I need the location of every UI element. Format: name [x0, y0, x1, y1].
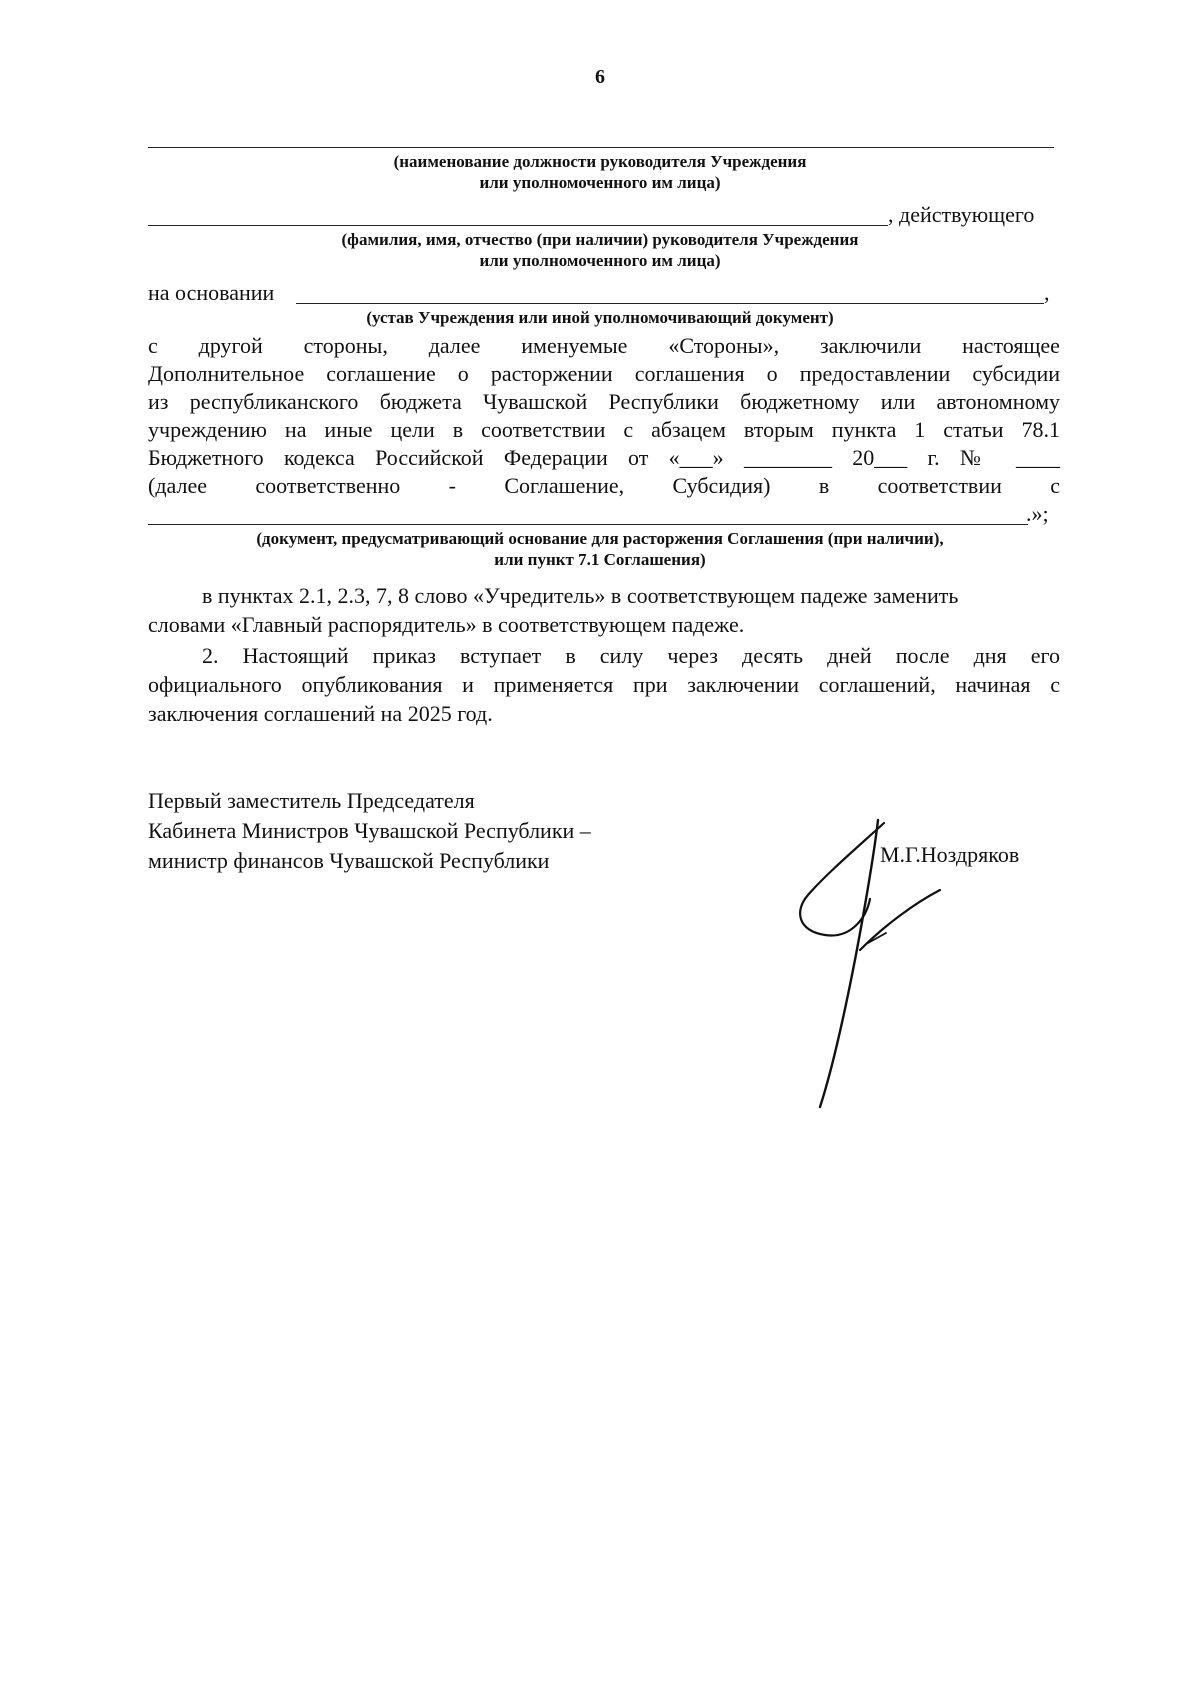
caption-name [150, 229, 1050, 271]
word: другой [198, 333, 263, 358]
caption-position [150, 151, 1050, 193]
blank-line-name [148, 225, 888, 226]
amend-line-1: в пунктах 2.1, 2.3, 7, 8 слово «Учредитель» в соответствующем падеже заменить [202, 583, 959, 608]
caption-basis: (устав Учреждения или иной уполномочивающий документ) [366, 308, 834, 327]
clause2-line-2: официального опубликования и применяется при заключении соглашений, начиная с [148, 672, 1060, 697]
caption-document-line1: (документ, предусматривающий основание для расторжения Соглашения (при наличии), [256, 529, 944, 548]
caption-name-line2: или уполномоченного им лица) [479, 251, 721, 270]
signatory-name: М.Г.Ноздряков [880, 842, 1020, 867]
blank-line-basis [296, 303, 1044, 304]
caption-position-line2: или уполномоченного им лица) [479, 173, 721, 192]
word: далее [428, 333, 481, 358]
para-line-1 [148, 333, 1060, 359]
word: в [818, 473, 830, 498]
basis-comma: , [1044, 280, 1050, 305]
word: с [1050, 473, 1060, 498]
para-line-6 [148, 473, 1060, 499]
blank-line-position [148, 147, 1054, 148]
caption-position-line1: (наименование должности руководителя Учреждения [393, 152, 807, 171]
caption-document-line2: или пункт 7.1 Соглашения) [494, 550, 706, 569]
amend-line-2: словами «Главный распорядитель» в соответствующем падеже. [148, 612, 745, 637]
page-number: 6 [595, 66, 605, 88]
word: (далее [148, 473, 207, 498]
basis-label: на основании [148, 280, 275, 305]
word: заключили [819, 333, 922, 358]
para-line-4: учреждению на иные цели в соответствии с абзацем вторым пункта 1 статьи 78.1 [148, 417, 1060, 442]
word: настоящее [962, 333, 1060, 358]
caption-document [120, 528, 1080, 570]
word: соответствии [877, 473, 1002, 498]
word: «Стороны», [668, 333, 780, 358]
line-end-mark: .»; [1026, 501, 1049, 526]
word: Субсидия) [672, 473, 771, 498]
word: именуемые [521, 333, 628, 358]
word: соответственно [255, 473, 401, 498]
caption-name-line1: (фамилия, имя, отчество (при наличии) руководителя Учреждения [341, 230, 859, 249]
handwritten-signature [790, 815, 1010, 1115]
signatory-title-line2: Кабинета Министров Чувашской Республики – [148, 818, 591, 843]
para-line-2: Дополнительное соглашение о расторжении соглашения о предоставлении субсидии [148, 361, 1060, 386]
acting-text: , действующего [888, 202, 1035, 227]
word: стороны, [303, 333, 388, 358]
clause2-line-3: заключения соглашений на 2025 год. [148, 701, 493, 726]
para-line-3: из республиканского бюджета Чувашской Республики бюджетному или автономному [148, 389, 1060, 414]
blank-line-document [148, 524, 1028, 525]
clause2-line-1: 2. Настоящий приказ вступает в силу через десять дней после дня его [202, 643, 1060, 668]
signatory-title [148, 786, 591, 876]
word: с [148, 333, 158, 358]
signatory-title-line3: министр финансов Чувашской Республики [148, 848, 550, 873]
word: - [448, 473, 456, 498]
para-line-5: Бюджетного кодекса Российской Федерации от «___» ________ 20___ г. № ____ [148, 445, 1060, 470]
word: Соглашение, [504, 473, 625, 498]
signatory-title-line1: Первый заместитель Председателя [148, 788, 475, 813]
